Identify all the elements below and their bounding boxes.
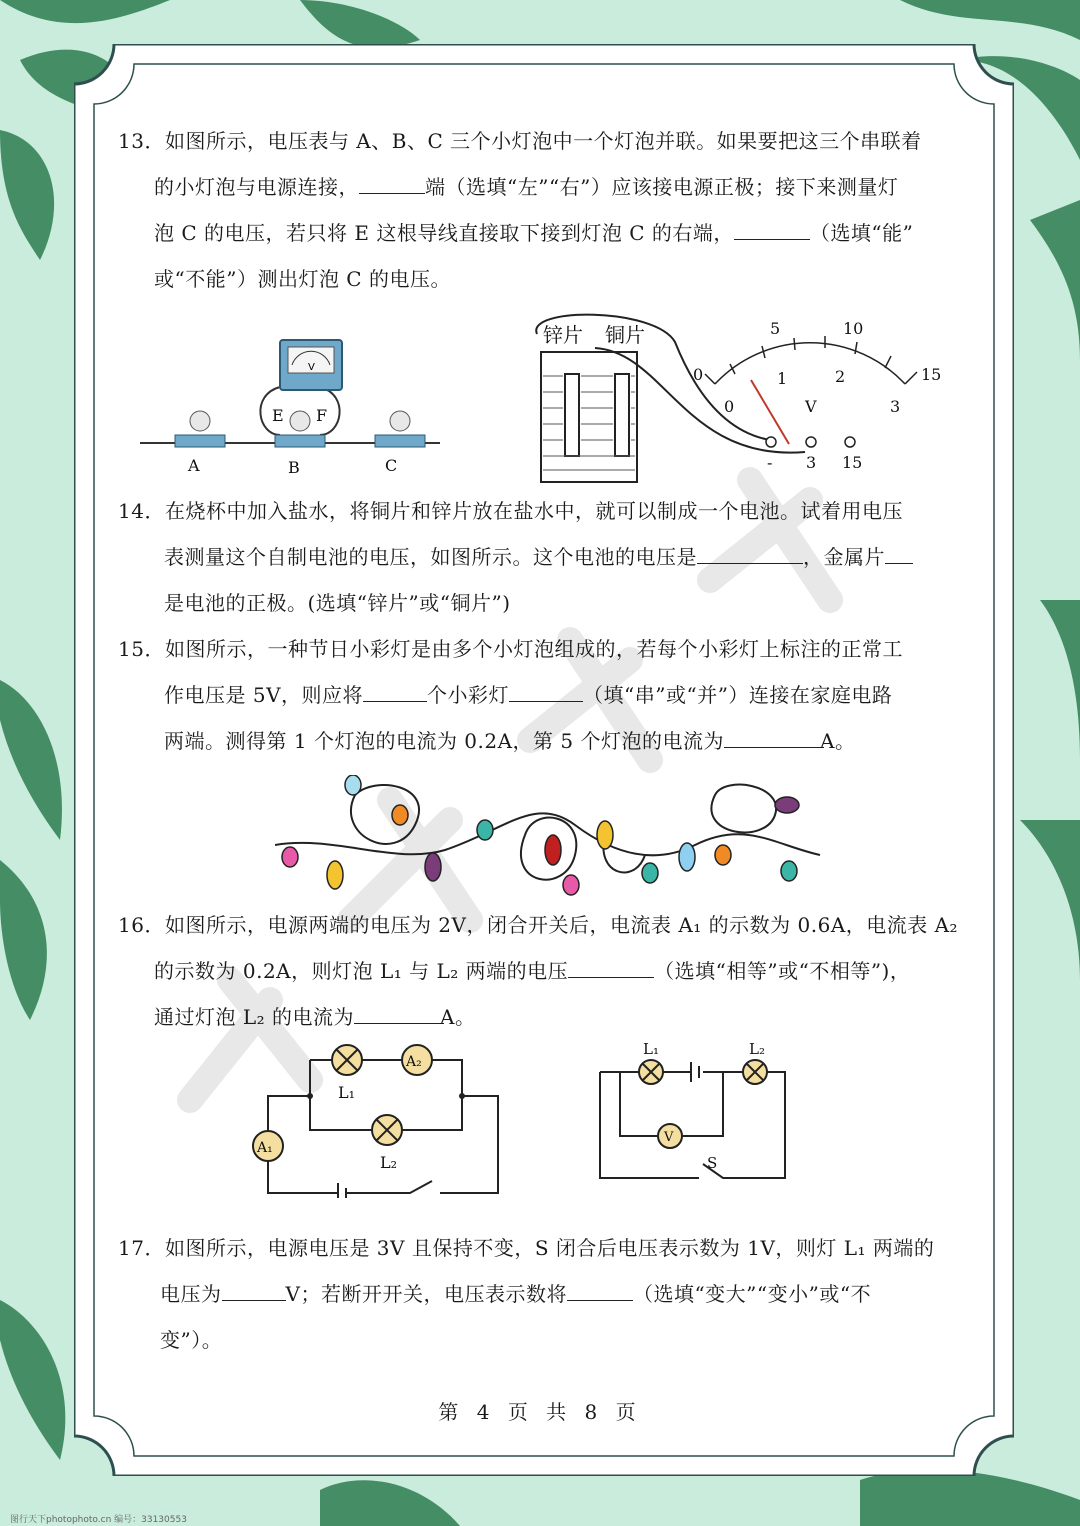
q17-line2c: （选填“变大”“变小”或“不 [632,1282,872,1306]
label-l2: L₂ [380,1153,398,1172]
page-footer: 第 4 页 共 8 页 [438,1400,642,1424]
q15-string-lights-figure [275,775,825,905]
lamp-l1-fig2 [639,1060,663,1084]
q13-blank-1[interactable] [359,171,425,194]
meter-needle [751,380,789,444]
question-16 [118,902,958,1040]
scale-bottom-2: 2 [835,367,846,386]
q17-line3: 变”）。 [160,1328,223,1352]
label-a: A [188,456,200,475]
image-credit: 图行天下photophoto.cn 编号：33130553 [10,1515,187,1525]
scale-bottom-1: 1 [777,369,788,388]
q15-line3a: 两端。测得第 1 个灯泡的电流为 0.2A，第 5 个灯泡的电流为 [164,729,724,753]
scale-top-10: 10 [843,319,864,338]
scale-top-5: 5 [770,319,781,338]
scale-bottom-0: 0 [724,397,735,416]
terminal-3: 3 [806,453,817,472]
scale-top-0: 0 [693,365,704,384]
label-a1: A₁ [257,1140,273,1156]
lamp-l1 [332,1045,362,1075]
label-l1-fig2: L₁ [643,1040,659,1058]
question-14 [118,488,913,626]
q15-line2c: （填“串”或“并”）连接在家庭电路 [583,683,893,707]
label-s-fig2: S [707,1154,718,1172]
q15-line3b: A。 [820,729,856,753]
q13-line3b: （选填“能” [809,221,914,245]
q14-blank-2[interactable] [885,541,913,564]
q16-blank-1[interactable] [568,955,654,978]
q17-line1: 17．如图所示，电源电压是 3V 且保持不变，S 闭合后电压表示数为 1V，则灯 L₁ 两端的 [118,1236,935,1260]
bulb-a [175,411,225,447]
q13-line4: 或“不能”）测出灯泡 C 的电压。 [154,267,451,291]
q17-circuit-figure [595,1036,795,1186]
q13-line2b: 端（选填“左”“右”）应该接电源正极；接下来测量灯 [425,175,899,199]
q13-line3a: 泡 C 的电压，若只将 E 这根导线直接取下接到灯泡 C 的右端， [154,221,734,245]
label-b: B [288,458,300,477]
copper-plate [615,374,629,456]
question-15 [118,626,903,764]
copper-label: 铜片 [605,323,645,347]
scale-bottom-3: 3 [890,397,901,416]
q15-blank-1[interactable] [363,679,427,702]
q13-circuit-figure [140,335,460,480]
label-e: E [272,406,284,425]
q14-blank-1[interactable] [697,541,803,564]
question-17 [118,1225,934,1363]
q17-line2a: 电压为 [160,1282,222,1306]
q15-line2a: 作电压是 5V，则应将 [164,683,364,707]
label-a2: A₂ [406,1054,422,1070]
terminal-15: 15 [842,453,863,472]
q16-line2b: （选填“相等”或“不相等”)， [654,959,911,983]
scale-top-15: 15 [921,365,942,384]
terminal-minus: - [767,453,773,472]
q14-line1: 14．在烧杯中加入盐水，将铜片和锌片放在盐水中，就可以制成一个电池。试着用电压 [118,499,903,523]
q15-line1: 15．如图所示，一种节日小彩灯是由多个小灯泡组成的，若每个小彩灯上标注的正常工 [118,637,903,661]
q14-line3: 是电池的正极。(选填“锌片”或“铜片”) [164,591,511,615]
q16-line1: 16．如图所示，电源两端的电压为 2V，闭合开关后，电流表 A₁ 的示数为 0.6A，电流表 A₂ [118,913,959,937]
q14-line2a: 表测量这个自制电池的电压，如图所示。这个电池的电压是 [164,545,697,569]
meter-v-label: V [805,397,817,416]
q14-line2b: ，金属片 [803,545,885,569]
zinc-label: 锌片 [543,323,583,347]
beaker [541,352,637,482]
voltmeter-scale [705,336,917,384]
q17-blank-2[interactable] [567,1278,633,1301]
label-f: F [316,406,328,425]
lamp-l2 [372,1115,402,1145]
q16-circuit-figure [250,1038,510,1198]
lamp-l2-fig2 [743,1060,767,1084]
label-c: C [385,456,398,475]
q15-blank-3[interactable] [724,725,820,748]
q13-line1: 13．如图所示，电压表与 A、B、C 三个小灯泡中一个灯泡并联。如果要把这三个串联着 [118,129,922,153]
q17-line2b: V；若断开开关，电压表示数将 [285,1282,567,1306]
q15-line2b: 个小彩灯 [427,683,510,707]
q14-battery-figure [525,312,955,492]
q16-line2a: 的示数为 0.2A，则灯泡 L₁ 与 L₂ 两端的电压 [154,959,569,983]
label-v-fig2: V [664,1130,674,1145]
label-l1: L₁ [338,1083,356,1102]
q16-line3b: A。 [440,1005,476,1029]
q17-blank-1[interactable] [222,1278,286,1301]
label-l2-fig2: L₂ [749,1040,765,1058]
voltmeter-label: V [308,362,315,373]
q16-line3a: 通过灯泡 L₂ 的电流为 [154,1005,355,1029]
question-13 [118,118,922,302]
bulb-c [375,411,425,447]
q13-line2a: 的小灯泡与电源连接， [154,175,359,199]
zinc-plate [565,374,579,456]
q15-blank-2[interactable] [509,679,583,702]
q16-blank-2[interactable] [354,1001,440,1024]
q13-blank-2[interactable] [734,217,810,240]
